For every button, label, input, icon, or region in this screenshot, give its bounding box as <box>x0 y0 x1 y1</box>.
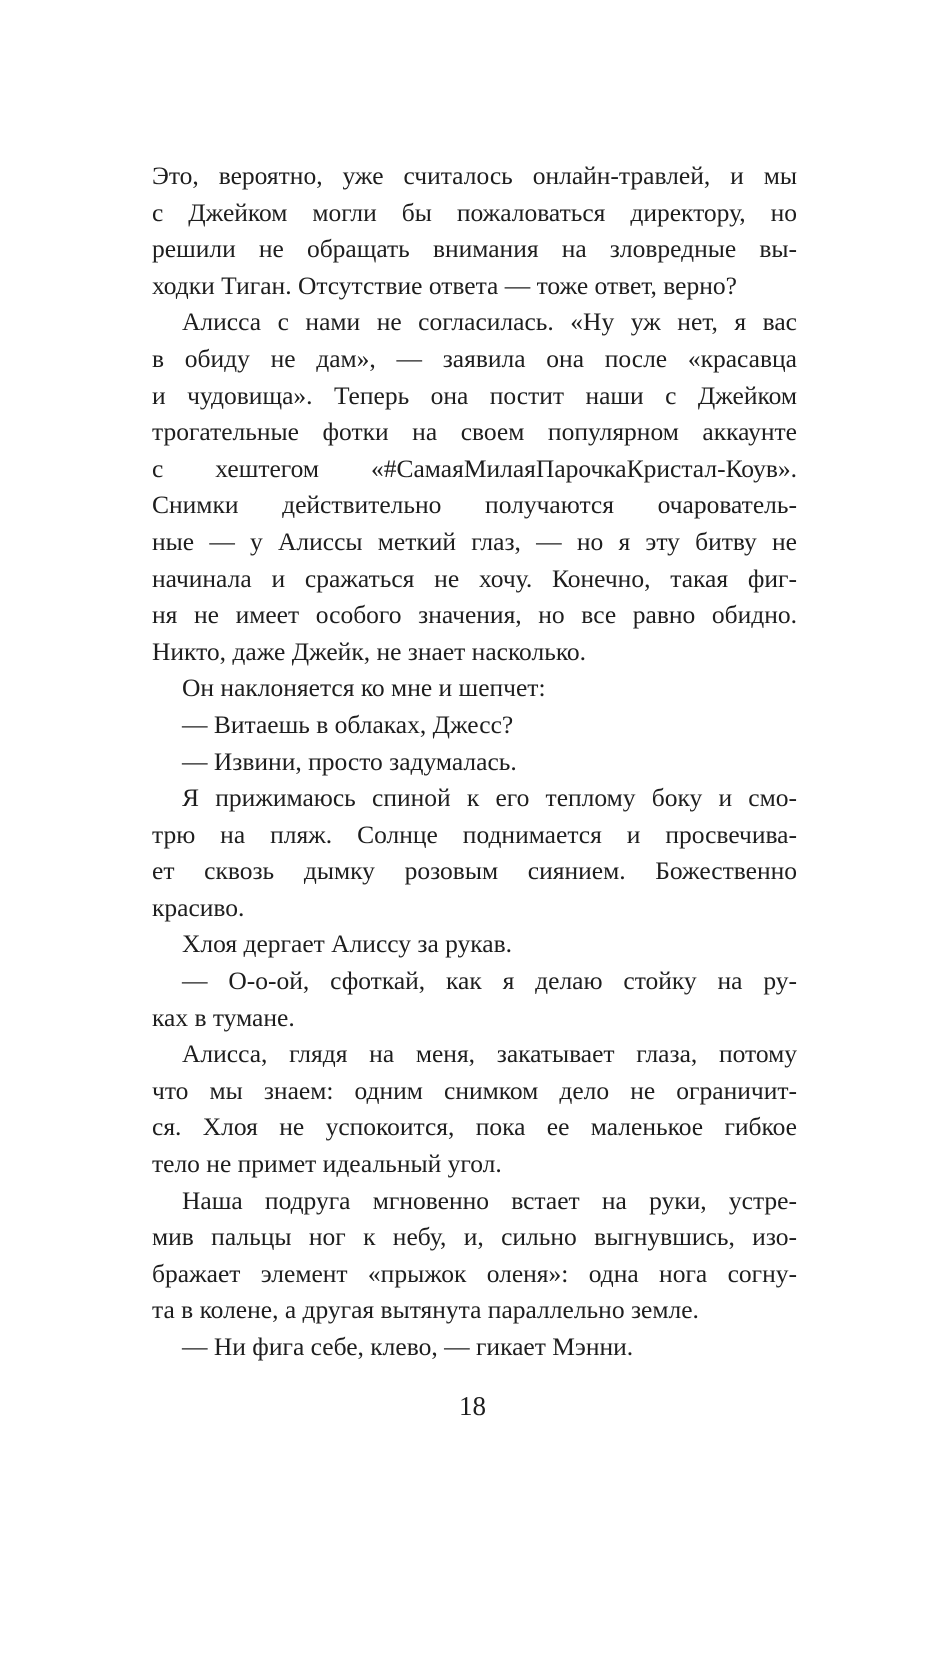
text-line: с Джейком могли бы пожаловаться директору, но <box>152 197 797 227</box>
text-line: Я прижимаюсь спиной к его теплому боку и смо- <box>182 783 797 813</box>
text-line: ся. Хлоя не успокоится, пока ее маленькое гибкое <box>152 1112 797 1142</box>
text-line: Хлоя дергает Алиссу за рукав. <box>182 929 513 959</box>
text-line: с хештегом «#СамаяМилаяПарочкаКристал-Коув». <box>152 453 797 483</box>
text-line: Он наклоняется ко мне и шепчет: <box>182 673 546 703</box>
text-line: бражает элемент «прыжок оленя»: одна нога согну- <box>152 1258 797 1288</box>
text-line: трогательные фотки на своем популярном аккаунте <box>152 417 797 447</box>
body-text <box>152 158 797 1366</box>
text-line: Алисса, глядя на меня, закатывает глаза, потому <box>182 1039 797 1069</box>
text-line: Это, вероятно, уже считалось онлайн-травлей, и мы <box>152 161 797 190</box>
text-line: Никто, даже Джейк, не знает насколько. <box>152 636 587 666</box>
text-line: ходки Тиган. Отсутствие ответа — тоже ответ, верно? <box>152 270 737 300</box>
text-line: тело не примет идеальный угол. <box>152 1149 502 1179</box>
page-number: 18 <box>459 1391 486 1421</box>
text-line: — Витаешь в облаках, Джесс? <box>182 709 514 739</box>
text-line: Наша подруга мгновенно встает на руки, устре- <box>182 1185 797 1215</box>
text-line: ня не имеет особого значения, но все равно обидно. <box>152 600 797 630</box>
text-line: мив пальцы ног к небу, и, сильно выгнувшись, изо- <box>152 1222 797 1252</box>
text-line: и чудовища». Теперь она постит наши с Джейком <box>152 380 797 410</box>
text-line: решили не обращать внимания на зловредные вы- <box>152 234 797 264</box>
text-line: начинала и сражаться не хочу. Конечно, такая фиг- <box>152 563 797 593</box>
text-line: — О-о-ой, сфоткай, как я делаю стойку на ру- <box>182 966 797 996</box>
text-line: Снимки действительно получаются очарователь- <box>152 490 797 520</box>
text-line: — Извини, просто задумалась. <box>182 746 517 776</box>
text-line: трю на пляж. Солнце поднимается и просвечива- <box>152 819 797 849</box>
text-line: ках в тумане. <box>152 1002 295 1032</box>
text-line: что мы знаем: одним снимком дело не ограничит- <box>152 1075 797 1105</box>
text-line: ет сквозь дымку розовым сиянием. Божественно <box>152 856 797 886</box>
text-line: в обиду не дам», — заявила она после «красавца <box>152 343 797 373</box>
text-line: Алисса с нами не согласилась. «Ну уж нет, я вас <box>182 307 797 337</box>
text-line: — Ни фига себе, клево, — гикает Мэнни. <box>182 1332 634 1361</box>
text-line: ные — у Алиссы меткий глаз, — но я эту битву не <box>152 526 797 556</box>
text-line: та в колене, а другая вытянута параллельно земле. <box>152 1295 699 1325</box>
text-line: красиво. <box>152 892 245 922</box>
